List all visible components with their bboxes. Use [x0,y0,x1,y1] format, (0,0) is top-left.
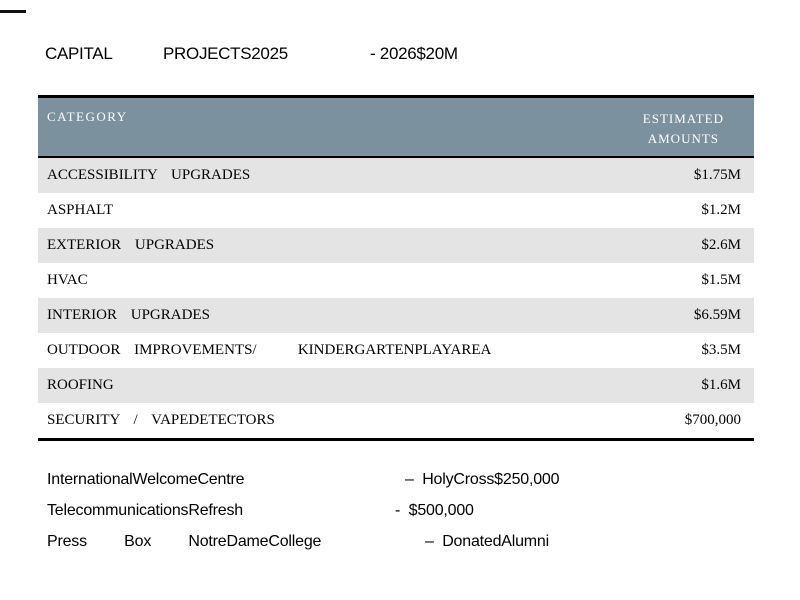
note-detail: – DonatedAlumni [425,533,549,550]
note-project: TelecommunicationsRefresh [47,502,243,519]
table-row [38,403,754,438]
note-line [47,502,667,533]
category-cell: INTERIOR UPGRADES [47,307,210,323]
category-cell: ACCESSIBILITY UPGRADES [47,167,251,183]
title-part-capital: CAPITAL [45,44,113,63]
title-part-projects-year: PROJECTS2025 [163,44,288,63]
table-row [38,298,754,333]
category-cell: ASPHALT [47,202,114,218]
amount-cell: $700,000 [684,412,741,428]
note-line [47,471,667,502]
estimated-amounts-column-header [643,98,724,156]
table-header-row [38,98,754,158]
category-cell: SECURITY / VAPEDETECTORS [47,412,275,428]
note-project: InternationalWelcomeCentre [47,471,245,488]
note-detail: - $500,000 [395,502,474,519]
amount-cell: $6.59M [693,307,741,323]
note-line [47,533,667,564]
note-project: Press Box NotreDameCollege [47,533,322,550]
scan-artifact-line [0,10,26,13]
table-row [38,368,754,403]
note-detail: – HolyCross$250,000 [405,471,560,488]
amount-cell: $1.5M [701,272,741,288]
amount-cell: $1.75M [693,167,741,183]
table-row [38,158,754,193]
amount-cell: $1.6M [701,377,741,393]
category-cell: ROOFING [47,377,114,393]
table-row [38,193,754,228]
amount-cell: $2.6M [701,237,741,253]
category-cell: HVAC [47,272,88,288]
category-cell: OUTDOOR IMPROVEMENTS/ KINDERGARTENPLAYAREA [47,342,492,358]
amount-cell: $1.2M [701,202,741,218]
amounts-label: AMOUNTS [647,131,720,146]
page-title [0,44,800,66]
footnotes [47,471,667,564]
table-body [38,158,754,438]
category-column-header: CATEGORY [47,109,128,124]
table-row [38,333,754,368]
category-cell: EXTERIOR UPGRADES [47,237,215,253]
estimated-label: ESTIMATED [642,111,724,126]
table-row [38,228,754,263]
table-row [38,263,754,298]
amount-cell: $3.5M [701,342,741,358]
title-part-budget: - 2026$20M [370,44,458,63]
capital-projects-table [38,95,754,441]
